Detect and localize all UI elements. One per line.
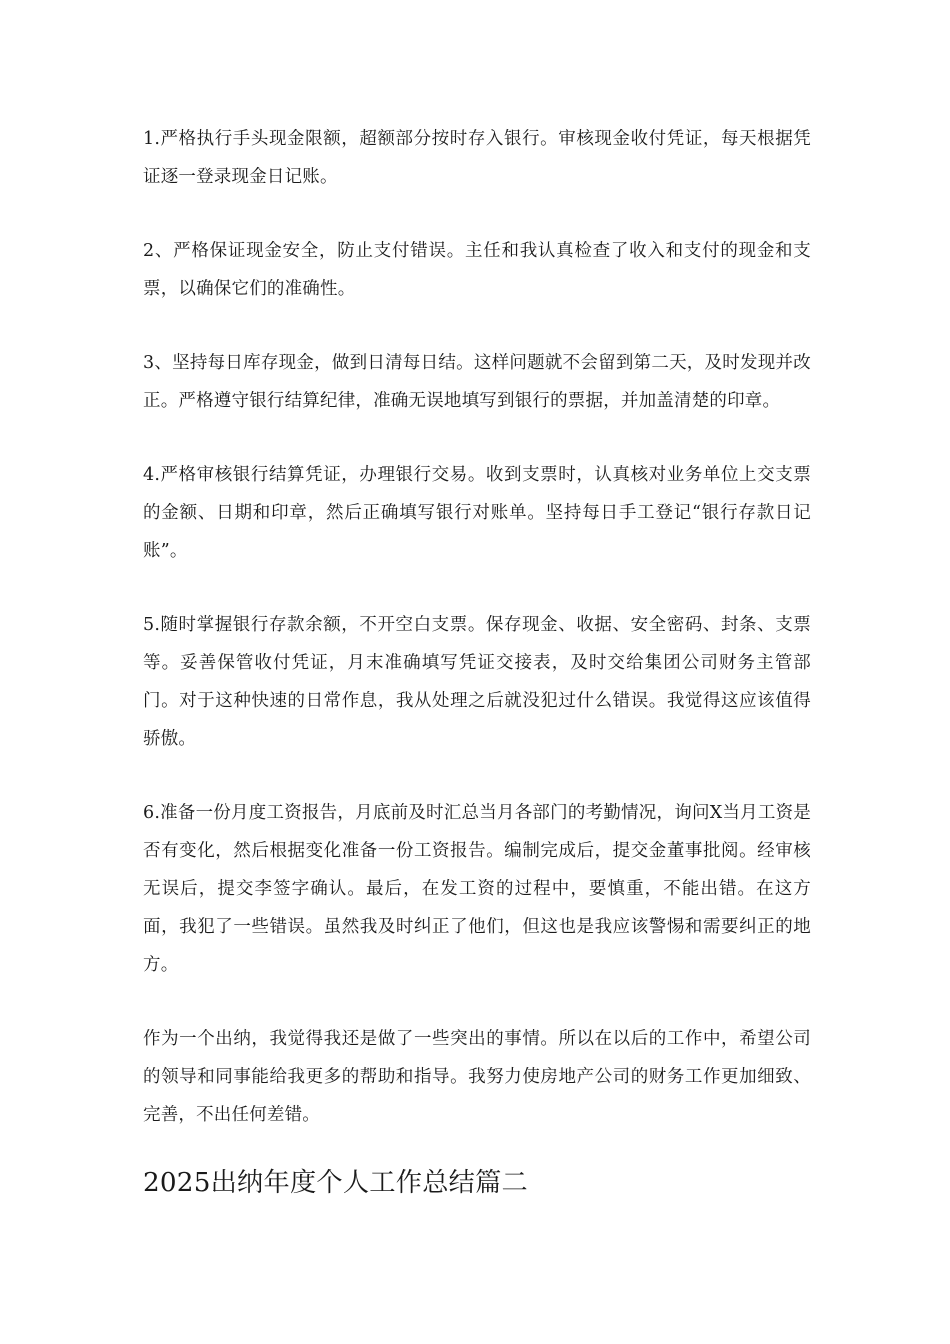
document-body — [143, 120, 811, 1202]
paragraph-3: 3、坚持每日库存现金，做到日清每日结。这样问题就不会留到第二天，及时发现并改正。严格遵守银行结算纪律，准确无误地填写到银行的票据，并加盖清楚的印章。 — [143, 353, 811, 411]
paragraph-7: 作为一个出纳，我觉得我还是做了一些突出的事情。所以在以后的工作中，希望公司的领导和同事能给我更多的帮助和指导。我努力使房地产公司的财务工作更加细致、完善，不出任何差错。 — [143, 1029, 811, 1125]
section-heading: 2025出纳年度个人工作总结篇二 — [143, 1168, 529, 1198]
paragraph-6: 6.准备一份月度工资报告，月底前及时汇总当月各部门的考勤情况，询问X当月工资是否有变化，然后根据变化准备一份工资报告。编制完成后，提交金董事批阅。经审核无误后，提交李签字确认。最后，在发工资的过程中，要慎重，不能出错。在这方面，我犯了一些错误。虽然我及时纠正了他们，但这也是我应该警惕和需要纠正的地方。 — [143, 803, 811, 975]
paragraph-2: 2、严格保证现金安全，防止支付错误。主任和我认真检查了收入和支付的现金和支票，以确保它们的准确性。 — [143, 241, 811, 299]
paragraph-4: 4.严格审核银行结算凭证，办理银行交易。收到支票时，认真核对业务单位上交支票的金额、日期和印章，然后正确填写银行对账单。坚持每日手工登记“银行存款日记账”。 — [143, 465, 811, 561]
paragraph-5: 5.随时掌握银行存款余额，不开空白支票。保存现金、收据、安全密码、封条、支票等。妥善保管收付凭证，月末准确填写凭证交接表，及时交给集团公司财务主管部门。对于这种快速的日常作息，我从处理之后就没犯过什么错误。我觉得这应该值得骄傲。 — [143, 615, 811, 749]
paragraph-1: 1.严格执行手头现金限额，超额部分按时存入银行。审核现金收付凭证，每天根据凭证逐一登录现金日记账。 — [143, 129, 811, 187]
